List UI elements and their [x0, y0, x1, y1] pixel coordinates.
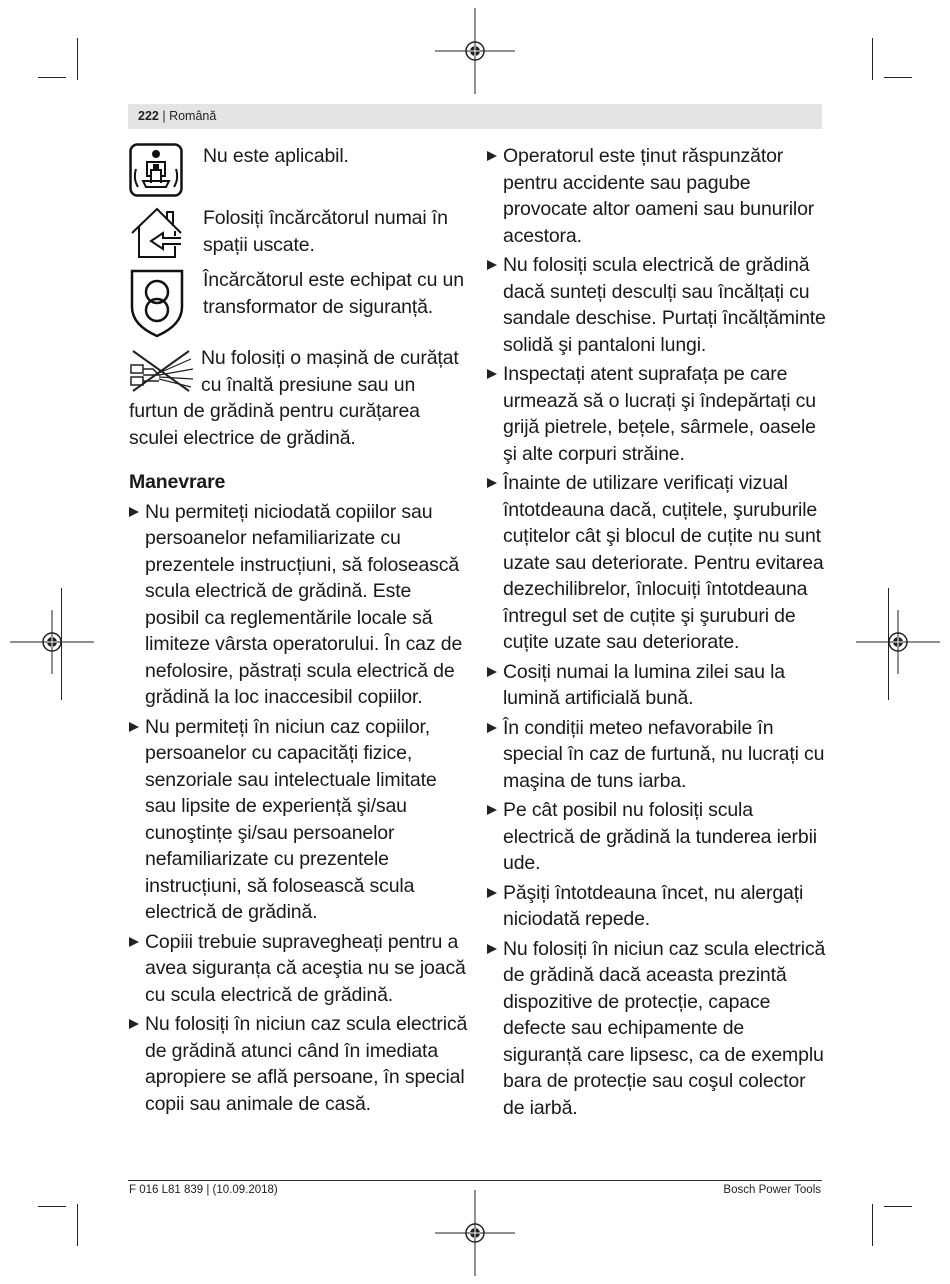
- crop-mark: [77, 1204, 78, 1246]
- left-column: [129, 143, 469, 1120]
- bullet-triangle-icon: [487, 369, 497, 379]
- list-item-text: Nu permiteți în niciun caz copiilor, persoanelor cu capacități fizice, senzoriale sau intelectuale limitate sau lipsite de experiență şi/sau cunoştințe şi/sau persoanelor nefamiliarizate cu prezentele instrucțiuni, să folosească scula electrică de grădină.: [145, 715, 437, 923]
- bullet-triangle-icon: [487, 667, 497, 677]
- page-number: 222: [138, 109, 159, 123]
- safety-list-right: [487, 143, 827, 1121]
- footer-rule: [128, 1180, 822, 1181]
- crop-mark: [38, 1206, 66, 1207]
- list-item: [487, 361, 827, 467]
- list-item-text: Cosiți numai la lumina zilei sau la lumină artificială bună.: [503, 660, 785, 709]
- crop-mark: [872, 38, 873, 80]
- list-item-text: Copiii trebuie supravegheați pentru a avea siguranța că aceştia nu se joacă cu scula electrică de grădină.: [145, 930, 466, 1006]
- list-item-text: În condiții meteo nefavorabile în special în caz de furtună, nu lucrați cu maşina de tuns iarba.: [503, 716, 825, 792]
- list-item-text: Pe cât posibil nu folosiți scula electrică de grădină la tunderea ierbii ude.: [503, 799, 817, 874]
- list-item-text: Înainte de utilizare verificați vizual întotdeauna dacă, cuțitele, şuruburile cuțitelor cât şi blocul de cuțite nu sunt uzate sau deteriorate. Pentru evitarea dezechilibrelor, înlocuiți întotdeauna întregul set de cuțite şi şuruburi de cuțite uzate sau deteriorate.: [503, 472, 824, 653]
- indoor-use-house-icon: [129, 205, 185, 261]
- page-language: Română: [169, 109, 217, 123]
- registration-mark-icon: [10, 600, 94, 684]
- bullet-triangle-icon: [129, 722, 139, 732]
- list-item: [129, 499, 469, 711]
- list-item: [129, 1011, 469, 1117]
- bullet-triangle-icon: [487, 151, 497, 161]
- list-item-text: Nu permiteți niciodată copiilor sau persoanelor nefamiliarizate cu prezentele instrucțiuni, să folosească scula electrică de grădină. Este posibil ca reglementările locale să limiteze vârsta operatorului. În caz de nefolosire, păstrați scula electrică de grădină la loc inaccesibil copiilor.: [145, 500, 463, 708]
- symbol-row: [129, 143, 469, 197]
- list-item-text: Păşiți întotdeauna încet, nu alergați niciodată repede.: [503, 881, 804, 930]
- bullet-triangle-icon: [487, 888, 497, 898]
- header-bar: [128, 104, 822, 129]
- list-item: [487, 936, 827, 1122]
- bullet-triangle-icon: [487, 805, 497, 815]
- list-item-text: Inspectați atent suprafața pe care urmează să o lucrați şi îndepărtați cu grijă pietrele, bețele, sârmele, oasele şi alte corpuri străine.: [503, 363, 816, 465]
- protective-equipment-icon: [129, 143, 183, 197]
- symbol-text: Folosiți încărcătorul numai în spații uscate.: [203, 207, 448, 256]
- safety-list-left: [129, 499, 469, 1118]
- list-item: [487, 659, 827, 712]
- bullet-triangle-icon: [129, 937, 139, 947]
- list-item: [487, 470, 827, 656]
- symbol-row: [129, 267, 469, 339]
- list-item: [487, 252, 827, 358]
- crop-mark: [884, 1206, 912, 1207]
- no-pressure-washer-icon: [129, 347, 195, 393]
- registration-mark-icon: [856, 600, 940, 684]
- footer-doc-code: F 016 L81 839 | (10.09.2018): [129, 1184, 278, 1196]
- list-item: [487, 797, 827, 877]
- bullet-triangle-icon: [487, 260, 497, 270]
- list-item: [129, 929, 469, 1009]
- symbol-text: Nu este aplicabil.: [203, 145, 349, 167]
- symbol-text: Încărcătorul este echipat cu un transformator de siguranță.: [203, 269, 464, 318]
- symbol-text: Nu folosiți o mașină de curățat cu înaltă presiune sau un furtun de grădină pentru curățarea sculei electrice de grădină.: [129, 347, 459, 449]
- page-header: 222 | Română: [138, 109, 217, 123]
- right-column: [487, 143, 827, 1124]
- crop-mark: [872, 1204, 873, 1246]
- list-item: [487, 143, 827, 249]
- list-item-text: Nu folosiți scula electrică de grădină dacă sunteți desculți sau încălțați cu sandale deschise. Purtați încălțăminte solidă şi pantaloni lungi.: [503, 254, 826, 356]
- footer-brand: Bosch Power Tools: [723, 1184, 821, 1196]
- safety-transformer-icon: [129, 267, 185, 339]
- list-item: [487, 715, 827, 795]
- list-item-text: Nu folosiți în niciun caz scula electrică de grădină dacă aceasta prezintă dispozitive de protecție, capace defecte sau echipamente de siguranță care lipsesc, ca de exemplu bara de protecție sau coşul colector de iarbă.: [503, 937, 826, 1119]
- bullet-triangle-icon: [487, 723, 497, 733]
- bullet-triangle-icon: [129, 507, 139, 517]
- bullet-triangle-icon: [129, 1019, 139, 1029]
- registration-mark-icon: [435, 8, 515, 94]
- list-item-text: Nu folosiți în niciun caz scula electrică de grădină atunci când în imediata apropiere se află persoane, în special copii sau animale de casă.: [145, 1013, 468, 1115]
- list-item-text: Operatorul este ținut răspunzător pentru accidente sau pagube provocate altor oameni sau bunurilor acestora.: [503, 145, 815, 247]
- crop-mark: [38, 77, 66, 78]
- bullet-triangle-icon: [487, 478, 497, 488]
- symbol-row: [129, 345, 469, 451]
- symbol-row: [129, 205, 469, 261]
- registration-mark-icon: [435, 1190, 515, 1276]
- crop-mark: [77, 38, 78, 80]
- crop-mark: [884, 77, 912, 78]
- section-heading: Manevrare: [129, 471, 226, 493]
- list-item: [487, 880, 827, 933]
- list-item: [129, 714, 469, 926]
- bullet-triangle-icon: [487, 944, 497, 954]
